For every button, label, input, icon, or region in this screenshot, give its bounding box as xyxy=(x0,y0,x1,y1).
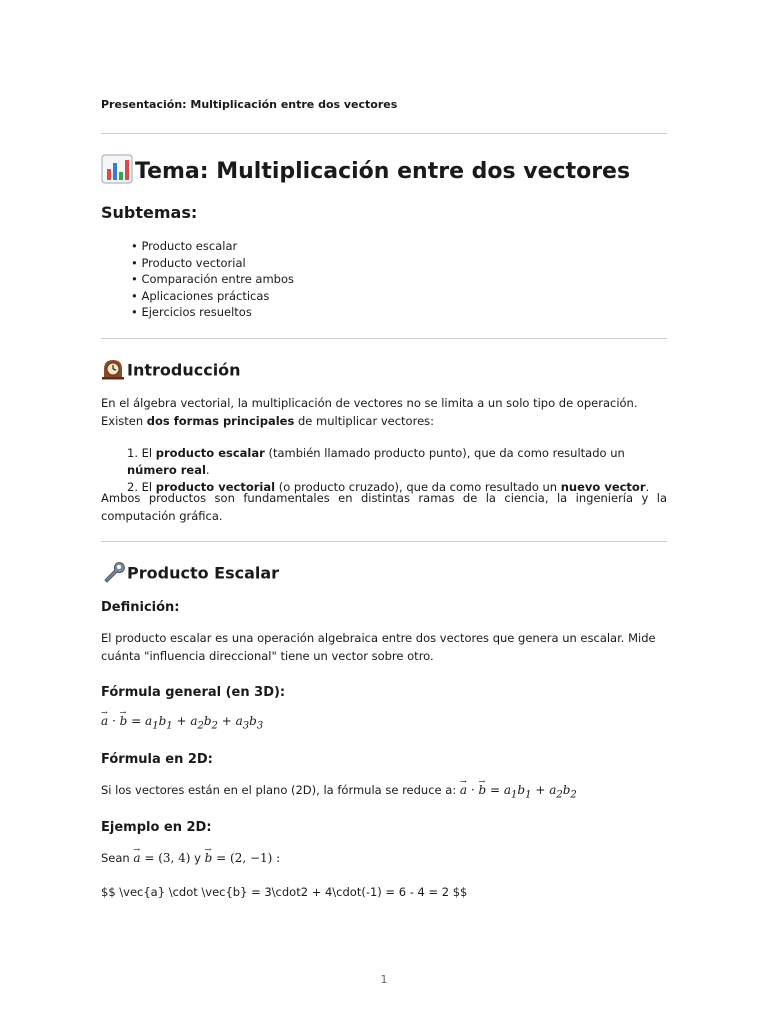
list-item: • Ejercicios resueltos xyxy=(131,304,294,321)
bold-text: número real xyxy=(127,463,206,477)
list-item: • Aplicaciones prácticas xyxy=(131,288,294,305)
divider xyxy=(101,338,667,339)
intro-paragraph-2: Ambos productos son fundamentales en distintas ramas de la ciencia, la ingeniería y la computación gráfica. xyxy=(101,491,667,523)
formula-2d: → a · → $b = a_1b_1 + a_2b_2$ xyxy=(460,783,577,797)
bold-text: producto escalar xyxy=(155,446,265,460)
bar-chart-icon xyxy=(101,154,133,190)
item-number: 1. xyxy=(127,446,138,460)
text-run: (o producto cruzado), que da como resultado un xyxy=(275,480,561,494)
definicion-text: El producto escalar es una operación algebraica entre dos vectores que genera un escalar. Mide cuánta "influencia direccional" tiene un vector sobre otro. xyxy=(101,631,656,663)
intro-heading-text: Introducción xyxy=(127,360,241,380)
text-run: . xyxy=(205,463,210,477)
subtemas-heading: Subtemas: xyxy=(101,203,198,222)
ejemplo-text xyxy=(101,850,667,868)
vector-b-def: → b = (2, −1) : xyxy=(205,851,281,865)
text-run: . xyxy=(645,480,650,494)
formula-3d-heading: Fórmula general (en 3D): xyxy=(101,685,286,700)
page-number: 1 xyxy=(380,973,388,986)
divider xyxy=(101,133,667,134)
formula-3d: → a · → $b = a_1b_1 + a_2b_2 + a_3b_3$ xyxy=(101,713,667,735)
subtemas-list xyxy=(131,238,294,321)
page-title-text: Tema: Multiplicación entre dos vectores xyxy=(135,159,631,184)
page-title xyxy=(101,154,630,190)
text-run: Sean xyxy=(101,851,134,865)
ejemplo-heading: Ejemplo en 2D: xyxy=(101,820,212,835)
formula-2d-text xyxy=(101,782,667,804)
divider xyxy=(101,541,667,542)
text-run: En el álgebra vectorial, la multiplicación de vectores no se limita a un solo tipo de operación. Existen xyxy=(101,396,638,428)
text-run: de multiplicar vectores: xyxy=(294,413,435,428)
definicion-heading: Definición: xyxy=(101,600,180,615)
bold-text: producto vectorial xyxy=(155,480,276,494)
item-number: 2. xyxy=(127,480,138,494)
vector-a-def: → a = (3, 4) xyxy=(133,851,190,865)
wrench-icon xyxy=(101,561,125,587)
intro-list xyxy=(127,445,667,496)
list-item: • Producto escalar xyxy=(131,238,294,255)
escalar-heading-text: Producto Escalar xyxy=(127,563,280,583)
raw-latex-line: $$ \vec{a} \cdot \vec{b} = 3\cdot2 + 4\cdot(-1) = 6 - 4 = 2 $$ xyxy=(101,885,468,899)
text-run: Si los vectores están en el plano (2D), la fórmula se reduce a: xyxy=(101,783,460,797)
intro-paragraph xyxy=(101,395,667,430)
formula-2d-heading: Fórmula en 2D: xyxy=(101,752,213,767)
list-item: • Producto vectorial xyxy=(131,255,294,272)
escalar-heading xyxy=(101,561,279,587)
intro-heading xyxy=(101,358,241,384)
list-item xyxy=(127,445,667,479)
bold-text: nuevo vector xyxy=(560,480,646,494)
bold-text: dos formas principales xyxy=(146,413,295,428)
list-item: • Comparación entre ambos xyxy=(131,271,294,288)
text-run: (también llamado producto punto), que da como resultado un xyxy=(264,446,625,460)
text-run: El xyxy=(137,446,156,460)
document-header: Presentación: Multiplicación entre dos vectores xyxy=(101,98,398,111)
text-run: El xyxy=(137,480,156,494)
text-run: y xyxy=(190,851,205,865)
mantel-clock-icon xyxy=(101,358,125,384)
